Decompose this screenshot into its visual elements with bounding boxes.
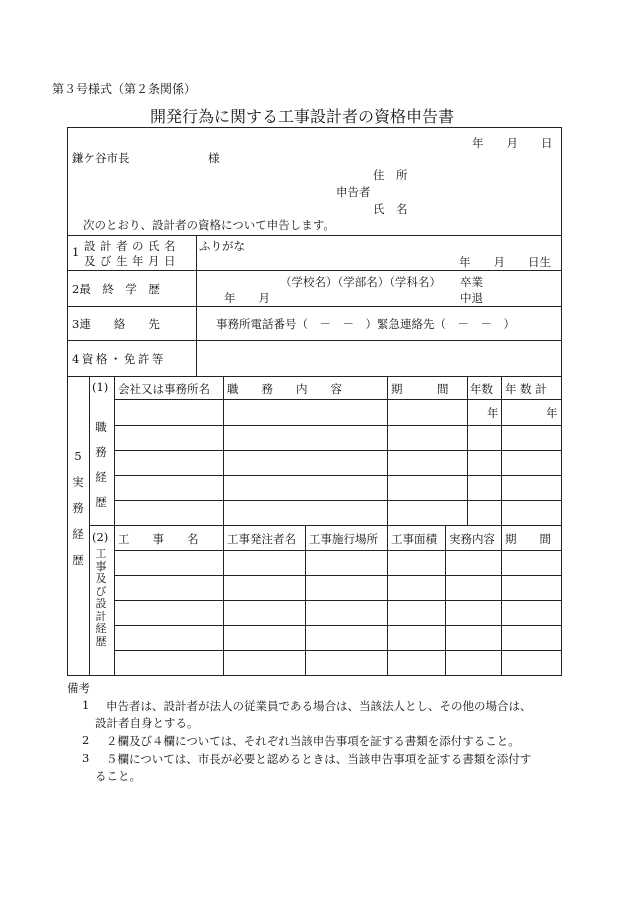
work-history-vertical-label: 職務経歴	[95, 420, 107, 509]
address-label: 住 所	[373, 168, 408, 182]
school-fields: （学校名）（学部名）（学科名）	[280, 275, 441, 289]
remark-1-line1: 申告者は、設計者が法人の従業員である場合は、当該法人とし、その他の場合は、	[106, 699, 532, 713]
remark-2-number: 2	[82, 733, 90, 747]
row2-label: 2最 終 学 歴	[72, 282, 160, 296]
experience-section-label: 5実務経歴	[72, 449, 84, 567]
statement: 次のとおり、設計者の資格について申告します。	[83, 218, 335, 232]
work-years-total-unit: 年	[546, 406, 558, 420]
work-header-years: 年数	[470, 382, 493, 396]
furigana-label: ふりがな	[199, 239, 245, 253]
row1-number: 1	[72, 245, 80, 259]
remark-2-line1: ２欄及び４欄については、それぞれ当該申告事項を証する書類を添付すること。	[106, 734, 520, 748]
remarks-heading: 備考	[67, 681, 90, 695]
design-header-area: 工事面積	[391, 532, 437, 546]
withdrew-label: 中退	[460, 291, 483, 305]
work-header-company: 会社又は事務所名	[118, 382, 210, 396]
design-header-project: 工 事 名	[118, 532, 199, 546]
remark-3-line1: ５欄については、市長が必要と認めるときは、当該申告事項を証する書類を添付す	[106, 752, 532, 766]
work-header-period: 期 間	[391, 382, 449, 396]
submission-date: 年 月 日	[472, 136, 553, 150]
design-header-duties: 実務内容	[449, 532, 495, 546]
work-years-unit: 年	[487, 406, 499, 420]
remark-1-number: 1	[82, 698, 90, 712]
design-header-client: 工事発注者名	[227, 532, 296, 546]
row3-label: 3連 絡 先	[72, 317, 160, 331]
form-number: 第３号様式（第２条関係）	[52, 82, 197, 96]
row1-label-line2: 及び生年月日	[84, 254, 180, 268]
addressee: 鎌ケ谷市長	[72, 151, 130, 165]
work-header-duties: 職 務 内 容	[227, 382, 342, 396]
row4-label: 4資格・免許等	[72, 352, 166, 366]
name-label: 氏 名	[373, 202, 408, 216]
design-header-location: 工事施行場所	[309, 532, 378, 546]
remark-3-line2: ること。	[95, 769, 141, 783]
contact-fields: 事務所電話番号（ － － ）緊急連絡先（ － － ）	[216, 317, 515, 331]
form-frame	[67, 127, 562, 676]
honorific: 様	[208, 151, 220, 165]
graduation-year-month: 年 月	[224, 291, 270, 305]
work-history-number: (1)	[92, 380, 109, 394]
work-header-years-total: 年 数 計	[505, 382, 547, 396]
applicant-label: 申告者	[336, 185, 371, 199]
remark-3-number: 3	[82, 751, 90, 765]
remark-1-line2: 設計者自身とする。	[95, 716, 199, 730]
design-header-period: 期 間	[505, 532, 551, 546]
design-history-number: (2)	[92, 530, 109, 544]
graduated-label: 卒業	[460, 275, 483, 289]
birth-date: 年 月 日生	[459, 255, 551, 269]
design-history-vertical-label: 工事及び設計経歴	[95, 547, 107, 648]
row1-label-line1: 設計者の氏名	[84, 239, 180, 253]
page-title: 開発行為に関する工事設計者の資格申告書	[150, 107, 455, 126]
